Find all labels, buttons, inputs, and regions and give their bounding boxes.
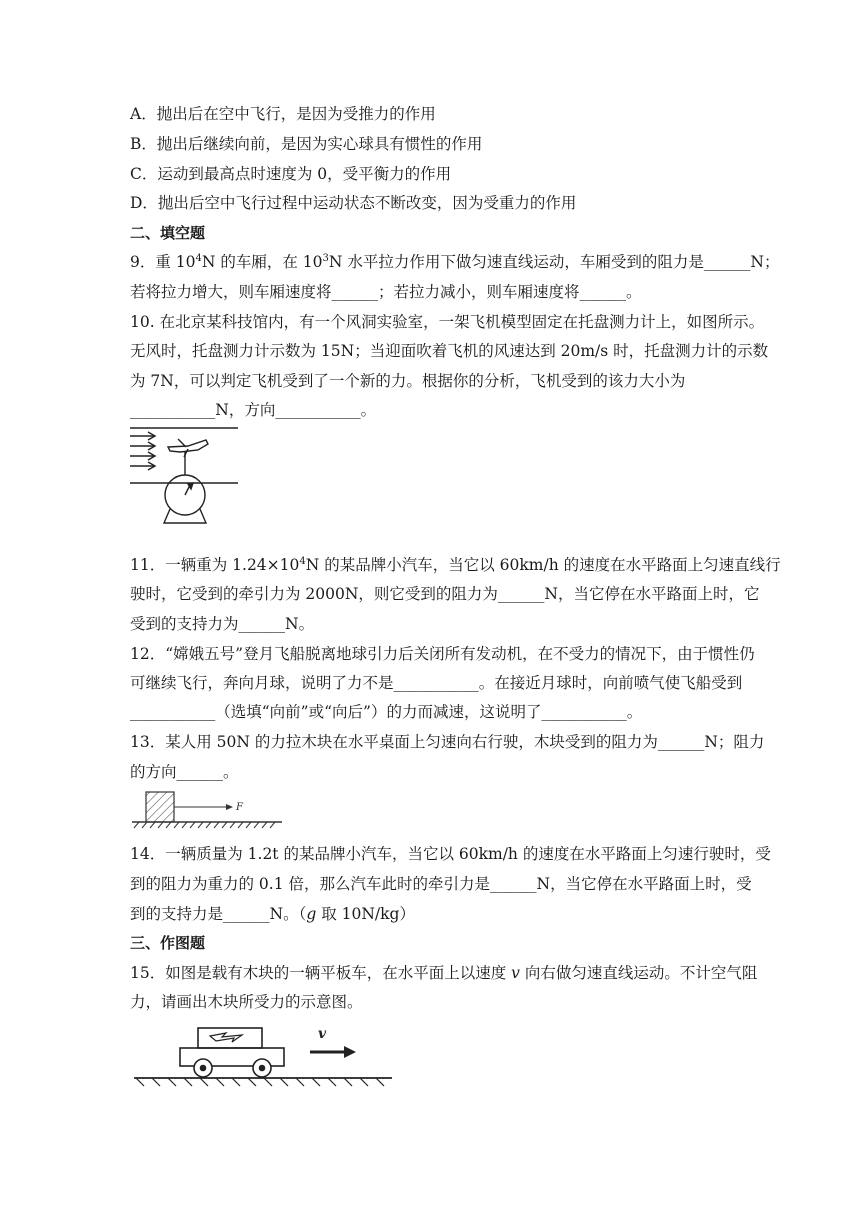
q14-text: 到的支持力是______N。（ <box>130 905 307 923</box>
q9-text: 9．重 10 <box>130 253 196 271</box>
q15-line-1 <box>130 963 757 983</box>
choice-d: D．抛出后空中飞行过程中运动状态不断改变，因为受重力的作用 <box>130 194 577 212</box>
q14-text: 取 10N/kg） <box>316 905 415 923</box>
q10-line-2: 无风时，托盘测力计示数为 15N；当迎面吹着飞机的风速达到 20m/s 时，托盘测力计的示数 <box>130 342 769 360</box>
q15-line-2: 力，请画出木块所受力的示意图。 <box>130 993 363 1011</box>
q11-line-2: 驶时，它受到的牵引力为 2000N，则它受到的阻力为______N，当它停在水平路面上时，它 <box>130 585 760 603</box>
section-heading-fill-in: 二、填空题 <box>130 224 206 242</box>
q11-text: N 的某品牌小汽车，当它以 60km/h 的速度在水平路面上匀速直线行 <box>305 556 781 574</box>
velocity-label: v <box>318 1026 327 1042</box>
q10-line-1: 10. 在北京某科技馆内，有一个风洞实验室，一架飞机模型固定在托盘测力计上，如图所示。 <box>130 313 765 331</box>
q10-line-3: 为 7N，可以判定飞机受到了一个新的力。根据你的分析，飞机受到的该力大小为 <box>130 372 686 390</box>
q14-line-3 <box>130 904 415 924</box>
choice-a: A．抛出后在空中飞行，是因为受推力的作用 <box>130 105 436 123</box>
wooden-block <box>146 792 174 822</box>
choice-c: C．运动到最高点时速度为 0，受平衡力的作用 <box>130 165 452 183</box>
force-arrow <box>226 804 233 810</box>
q15-text: 15．如图是载有木块的一辆平板车，在水平面上以速度 <box>130 964 512 982</box>
q12-line-2: 可继续飞行，奔向月球，说明了力不是___________。在接近月球时，向前喷气使飞船受到 <box>130 674 743 692</box>
q11-line-1 <box>130 555 781 575</box>
q15-symbol: v <box>511 964 520 982</box>
q9-exponent: 4 <box>195 252 202 264</box>
q14-symbol: g <box>306 905 317 923</box>
q11-exponent: 4 <box>299 555 306 567</box>
q11-text: 11．一辆重为 1.24×10 <box>130 556 300 574</box>
wind-tunnel-figure <box>128 423 240 541</box>
q9-line-2: 若将拉力增大，则车厢速度将______；若拉力减小，则车厢速度将______。 <box>130 283 642 301</box>
airplane-model <box>168 439 208 475</box>
scale-dial <box>164 475 206 523</box>
q9-text: N 水平拉力作用下做匀速直线运动，车厢受到的阻力是______N； <box>328 253 780 271</box>
force-label: F <box>236 802 243 813</box>
choice-b: B．抛出后继续向前，是因为实心球具有惯性的作用 <box>130 135 483 153</box>
q14-line-1: 14．一辆质量为 1.2t 的某品牌小汽车，当它以 60km/h 的速度在水平路面上匀速行驶时，受 <box>130 845 771 863</box>
q9-exponent: 3 <box>322 252 329 264</box>
cart-figure <box>130 1024 395 1090</box>
q12-line-1: 12．“嫦娥五号”登月飞船脱离地球引力后关闭所有发动机，在不受力的情况下，由于惯性仍 <box>130 645 755 663</box>
section-heading-drawing: 三、作图题 <box>130 934 206 952</box>
q9-line-1 <box>130 252 779 272</box>
q12-line-3: ___________（选填“向前”或“向后”）的力而减速，这说明了___________。 <box>130 703 643 721</box>
wind-arrows <box>130 432 155 470</box>
q15-text: 向右做匀速直线运动。不计空气阻 <box>519 964 758 982</box>
q10-line-4: ___________N，方向___________。 <box>130 401 377 419</box>
q14-line-2: 到的阻力为重力的 0.1 倍，那么汽车此时的牵引力是______N，当它停在水平路面上时，受 <box>130 875 752 893</box>
q11-line-3: 受到的支持力为______N。 <box>130 615 315 633</box>
block-on-table-figure <box>130 786 285 832</box>
q13-line-1: 13．某人用 50N 的力拉木块在水平桌面上匀速向右行驶，木块受到的阻力为______N；阻力 <box>130 733 765 751</box>
q9-text: N 的车厢，在 10 <box>201 253 323 271</box>
block-on-cart <box>198 1028 262 1048</box>
q13-line-2: 的方向______。 <box>130 763 239 781</box>
